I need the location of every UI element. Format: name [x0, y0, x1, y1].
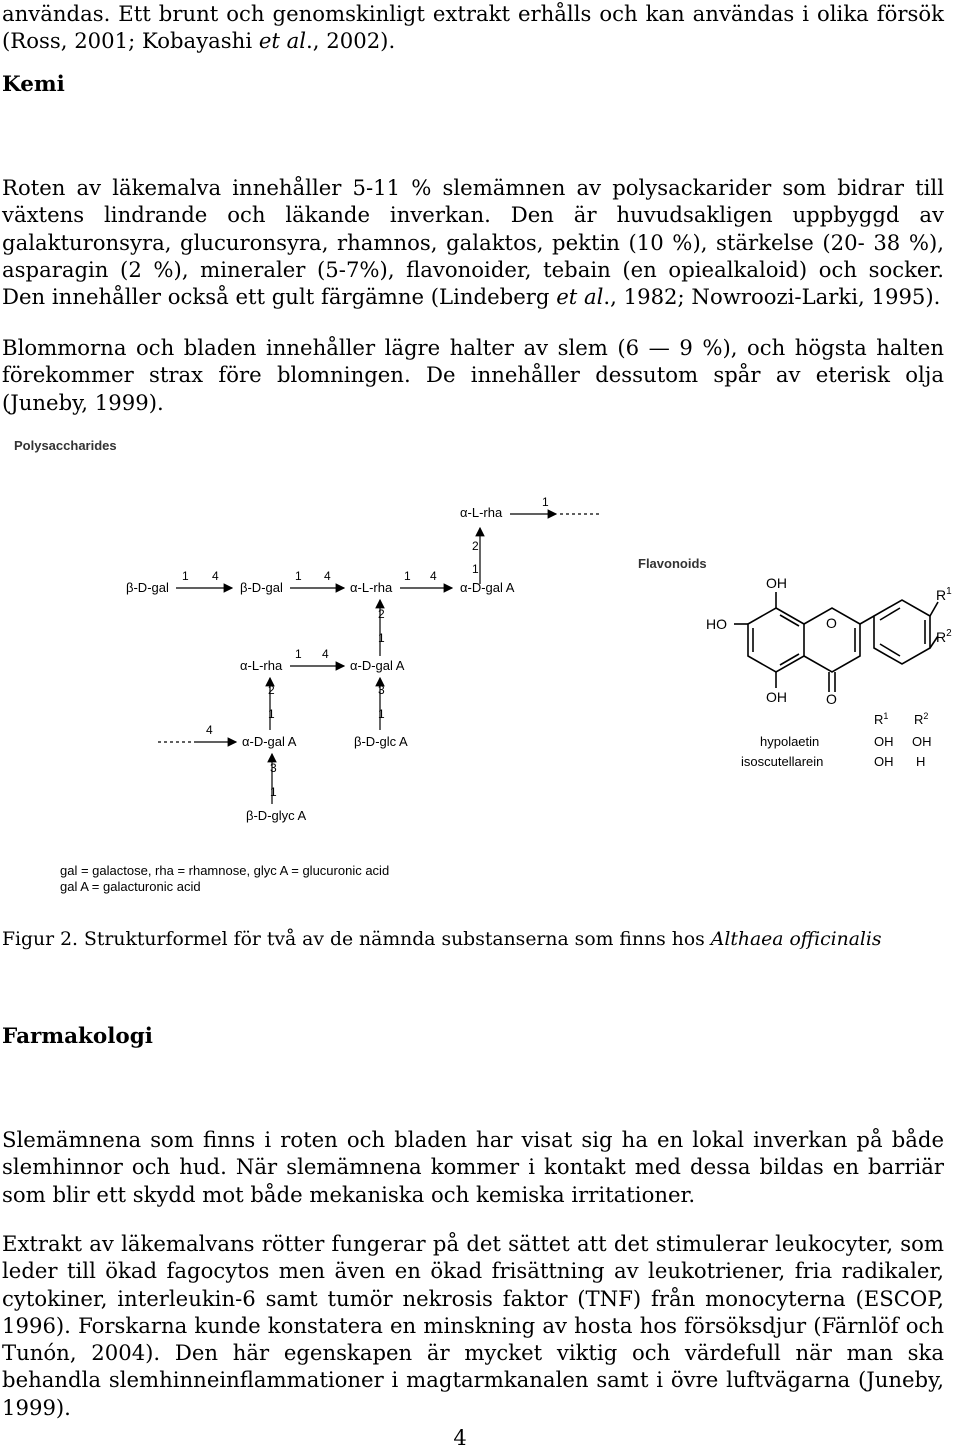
legend-line-2: gal A = galacturonic acid — [60, 879, 201, 894]
table-header-r1: $R^1$ — [874, 711, 889, 727]
oh-bottom-label: OH — [766, 689, 787, 705]
heading-kemi: Kemi — [2, 72, 65, 97]
node-bgal-1: β-D-gal — [126, 580, 169, 595]
legend-line-1: gal = galactose, rha = rhamnose, glyc A = glucuronic acid — [60, 863, 390, 878]
link-number: 1 — [295, 569, 302, 583]
carbonyl-oxygen-label: O — [826, 691, 837, 707]
link-number: 4 — [212, 569, 219, 583]
node-alrha-left: α-L-rha — [240, 658, 283, 673]
node-adgalA-mid: α-D-gal A — [350, 658, 405, 673]
intro-text-end: ., 2002). — [306, 28, 396, 54]
kemi-paragraph-2: Blommorna och bladen innehåller lägre halter av slem (6 — 9 %), och högsta halten förekommer strax före blomningen. De innehåller dessutom spår av eterisk olja (Juneby, 1999). — [2, 335, 944, 415]
heading-farmakologi: Farmakologi — [2, 1024, 153, 1049]
caption-prefix: Figur 2. — [2, 929, 79, 950]
figure-caption — [2, 928, 882, 952]
intro-paragraph — [2, 0, 944, 55]
link-number: 4 — [322, 647, 329, 661]
kemi-p1-text: Roten av läkemalva innehåller 5-11 % slemämnen av polysackarider som bidrar till växtens lindrande och läkande inverkan. Den är huvudsakligen uppbyggd av galakturonsyra, glucuronsyra, rhamnos, galaktos, pektin (10 %), stärkelse (20- 38 %), asparagin (2 %), mineraler (5-7%), flavonoider, tebain (en opiealkaloid) och socker. Den innehåller också ett gult färgämne (Lindeberg — [2, 175, 944, 310]
node-alrha-mid: α-L-rha — [350, 580, 393, 595]
table-row-name: hypolaetin — [760, 734, 820, 749]
link-number: 1 — [270, 785, 277, 799]
caption-species: Althaea officinalis — [710, 929, 882, 950]
link-number: 3 — [270, 761, 277, 775]
table-row-r2: H — [916, 754, 926, 769]
link-number: 4 — [324, 569, 331, 583]
ho-left-label: HO — [706, 616, 727, 632]
structure-figure — [0, 430, 960, 910]
table-row-r1: OH — [874, 734, 894, 749]
r2-label: $R^2$ — [936, 628, 952, 645]
table-header-r2: $R^2$ — [914, 711, 929, 727]
farmakologi-paragraph-1: Slemämnena som finns i roten och bladen har visat sig ha en lokal inverkan på både slemhinnor och hud. När slemämnena kommer i kontakt med dessa bildas en barriär som blir ett skydd mot både mekaniska och kemiska irritationer. — [2, 1127, 944, 1207]
table-row-r2: OH — [912, 734, 932, 749]
kemi-p1-italic: et al — [556, 284, 604, 310]
link-number: 1 — [404, 569, 411, 583]
link-number: 1 — [268, 707, 275, 721]
link-number: 1 — [472, 562, 479, 576]
link-number: 2 — [268, 683, 275, 697]
link-number: 2 — [378, 607, 385, 621]
flav-title: Flavonoids — [638, 556, 707, 571]
kemi-p1-text-end: ., 1982; Nowroozi-Larki, 1995). — [603, 284, 941, 310]
page-number: 4 — [453, 1426, 467, 1450]
link-number: 2 — [472, 539, 479, 553]
intro-text: försök (Ross, 2001; Kobayashi — [2, 1, 944, 54]
flavonoid-structure — [734, 592, 938, 692]
node-bdglycA: β-D-glyc A — [246, 808, 307, 823]
node-bdglcA: β-D-glc A — [354, 734, 408, 749]
link-number: 1 — [295, 647, 302, 661]
link-number: 4 — [430, 569, 437, 583]
ring-oxygen-label: O — [826, 615, 837, 631]
node-bgal-2: β-D-gal — [240, 580, 283, 595]
link-number: 1 — [378, 631, 385, 645]
link-number: 4 — [206, 723, 213, 737]
link-number: 1 — [542, 495, 549, 509]
kemi-paragraph-1 — [2, 174, 944, 310]
oh-top-label: OH — [766, 575, 787, 591]
intro-italic: et al — [258, 28, 307, 54]
caption-text: Strukturformel för två av de nämnda substanserna som finns hos — [84, 929, 705, 950]
r1-label: $R^1$ — [936, 586, 952, 603]
node-adgalA-low: α-D-gal A — [242, 734, 297, 749]
link-number: 1 — [182, 569, 189, 583]
node-alrha-top: α-L-rha — [460, 505, 503, 520]
link-number: 1 — [378, 707, 385, 721]
poly-title: Polysaccharides — [14, 438, 117, 453]
table-row-r1: OH — [874, 754, 894, 769]
link-number: 3 — [378, 683, 385, 697]
node-adgalA-right: α-D-gal A — [460, 580, 515, 595]
table-row-name: isoscutellarein — [741, 754, 824, 769]
farmakologi-paragraph-2: Extrakt av läkemalvans rötter fungerar på det sättet att det stimulerar leukocyter, som leder till ökad fagocytos men även en ökad frisättning av leukotriener, fria radikaler, cytokiner, interleukin-6 samt tumör nekrosis faktor (TNF) från monocyterna (ESCOP, 1996). Forskarna kunde konstatera en minskning av hosta hos försöksdjur (Färnlöf och Tunón, 2004). Den här egenskapen är mycket viktig och värdefull när man ska behandla slemhinneinflammationer i magtarmkanalen samt i övre luftvägarna (Juneby, 1999). — [2, 1231, 944, 1420]
intro-line1: användas. Ett brunt och genomskinligt extrakt erhålls och kan användas i olika — [2, 1, 869, 26]
